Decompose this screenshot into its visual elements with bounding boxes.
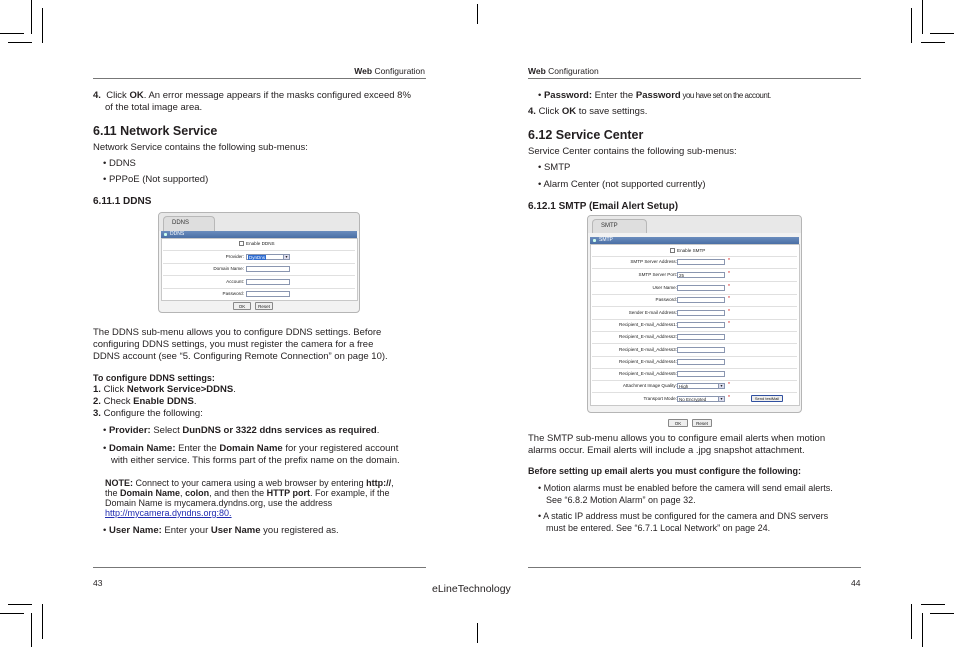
smtp-settings-panel <box>587 215 802 426</box>
enable-smtp-label: Enable SMTP <box>677 248 706 253</box>
row-separator <box>592 331 797 332</box>
step-number: 4. <box>93 90 101 101</box>
row-separator <box>592 268 797 269</box>
step-bold: Network Service>DDNS <box>126 384 234 395</box>
row-separator <box>592 256 797 257</box>
crop-mark <box>8 42 32 43</box>
smtp-user-name-input[interactable] <box>677 285 725 291</box>
enable-ddns-checkbox[interactable] <box>239 241 244 246</box>
requirement-item-line2: See “6.8.2 Motion Alarm” on page 32. <box>546 495 696 505</box>
row-separator <box>163 263 355 264</box>
step-text: Click <box>106 90 130 101</box>
requirement-item <box>538 510 828 522</box>
submenu-item-smtp <box>538 162 570 174</box>
domain-name-label: Domain Name: <box>213 266 244 271</box>
crop-mark <box>922 0 923 34</box>
right-footer-rule <box>528 567 861 568</box>
note-bold: HTTP port <box>266 488 310 498</box>
crop-mark <box>8 604 32 605</box>
item-text: you registered as. <box>260 525 339 536</box>
recipient-1-input[interactable] <box>677 322 725 328</box>
tab-label: SMTP <box>601 223 618 229</box>
recipient-2-label: Recipient_E-mail_Address2: <box>619 334 677 339</box>
item-bold: Domain Name <box>219 443 283 454</box>
select-value: High <box>679 384 689 389</box>
step-text: . An error message appears if the masks configured exceed 8% <box>143 90 411 101</box>
recipient-5-input[interactable] <box>677 371 725 377</box>
crop-mark <box>922 613 923 647</box>
requirement-item-line2: must be entered. See “6.7.1 Local Network” on page 24. <box>546 523 771 533</box>
ok-button[interactable]: OK <box>668 419 688 427</box>
submenu-label: Alarm Center (not supported currently) <box>543 179 706 190</box>
to-configure-heading: To configure DDNS settings: <box>93 373 215 383</box>
bar-label: SMTP <box>599 237 613 243</box>
ddns-desc-line: configuring DDNS settings, you must register the camera for a free <box>93 339 374 350</box>
item-text: . <box>376 425 380 436</box>
ddns-settings-panel <box>158 212 360 313</box>
password-label: Password: <box>222 291 244 296</box>
required-marker: * <box>728 321 730 327</box>
item-text: you have set on the account. <box>680 91 771 100</box>
crop-mark <box>0 613 24 614</box>
bullet: • <box>538 162 542 173</box>
item-text: Select <box>150 425 183 436</box>
bullet: • <box>538 90 542 101</box>
bar-icon <box>164 233 167 236</box>
right-header-rule <box>528 78 861 79</box>
config-step-1 <box>93 384 236 396</box>
smtp-desc-line: The SMTP sub-menu allows you to configure email alerts when motion <box>528 433 826 444</box>
note-bold: http:// <box>366 478 392 488</box>
tab-ddns[interactable] <box>163 216 215 231</box>
requirement-text: Motion alarms must be enabled before the camera will send email alerts. <box>543 483 833 493</box>
recipient-3-input[interactable] <box>677 347 725 353</box>
smtp-server-port-input[interactable]: 25 <box>677 272 725 278</box>
crop-mark <box>911 8 912 43</box>
crop-mark <box>477 623 478 643</box>
note-text: , <box>180 488 186 498</box>
note-bold: Domain Name <box>120 488 181 498</box>
note-text: , <box>391 478 394 488</box>
bullet: • <box>103 174 107 185</box>
recipient-2-input[interactable] <box>677 334 725 340</box>
password-item <box>538 90 771 102</box>
provider-value: DynDns <box>249 255 266 260</box>
note-line-3: Domain Name is mycamera.dyndns.org, use the address <box>105 498 333 508</box>
submenu-label: PPPoE (Not supported) <box>108 174 209 185</box>
smtp-desc-line: alarms occur. Email alerts will include a .jpg snapshot attachment. <box>528 445 805 456</box>
note-line-2 <box>105 488 390 499</box>
right-page-number: 44 <box>851 578 861 588</box>
item-bold: Password <box>635 90 681 101</box>
item-label: Domain Name: <box>108 443 176 454</box>
smtp-user-name-label: User Name: <box>652 285 677 290</box>
provider-label: Provider: <box>225 254 244 259</box>
step-text: Configure the following: <box>103 408 203 419</box>
ddns-desc-line: DDNS account (see “5. Configuring Remote Connection” on page 10). <box>93 351 388 362</box>
section-title-network-service: 6.11 Network Service <box>93 124 218 138</box>
step-number: 1. <box>93 384 101 395</box>
crop-mark <box>31 0 32 34</box>
left-step4-line2: of the total image area. <box>105 102 203 113</box>
left-header-rule <box>93 78 426 79</box>
row-separator <box>592 319 797 320</box>
reset-button[interactable]: Reset <box>255 302 273 310</box>
example-url-link[interactable]: http://mycamera.dyndns.org:80. <box>105 508 232 518</box>
step-text: . <box>193 396 197 407</box>
step-text: to save settings. <box>576 106 648 117</box>
crop-mark <box>0 33 24 34</box>
section-title-service-center: 6.12 Service Center <box>528 128 644 142</box>
transport-mode-label: Transport Mode: <box>643 396 677 401</box>
chevron-down-icon: ▼ <box>719 397 724 401</box>
password-input[interactable] <box>246 291 290 297</box>
crop-mark <box>477 4 478 24</box>
config-step-3 <box>93 408 203 420</box>
submenu-item-pppoe <box>103 174 208 186</box>
footer-brand: eLineTechnology <box>432 583 511 595</box>
recipient-4-input[interactable] <box>677 359 725 365</box>
attachment-quality-label: Attachment Image Quality: <box>622 383 677 388</box>
smtp-server-port-label: SMTP Server Port: <box>638 272 677 277</box>
item-text: Enter the <box>175 443 220 454</box>
bullet: • <box>103 525 107 536</box>
row-separator <box>592 356 797 357</box>
item-bold: DunDNS or 3322 ddns services as required <box>182 425 377 436</box>
note-line-1 <box>105 478 394 489</box>
bullet: • <box>103 443 107 454</box>
sender-email-input[interactable] <box>677 310 725 316</box>
left-footer-rule <box>93 567 426 568</box>
left-running-header <box>354 65 425 77</box>
smtp-server-address-input[interactable] <box>677 259 725 265</box>
crop-mark <box>31 613 32 647</box>
recipient-5-label: Recipient_E-mail_Address5: <box>619 371 677 376</box>
provider-item <box>103 425 379 437</box>
recipient-3-label: Recipient_E-mail_Address3: <box>619 347 677 352</box>
required-marker: * <box>728 271 730 277</box>
service-center-intro: Service Center contains the following sub-menus: <box>528 146 737 157</box>
left-page-number: 43 <box>93 578 103 588</box>
row-separator <box>163 250 355 251</box>
note-text: Connect to your camera using a web browser by entering <box>133 478 367 488</box>
item-label: Password: <box>543 90 593 101</box>
select-value: No Encrypted <box>679 397 707 402</box>
ok-button[interactable]: OK <box>233 302 251 310</box>
sender-email-label: Sender E-mail Address: <box>628 310 677 315</box>
tab-smtp[interactable] <box>592 219 647 233</box>
recipient-1-label: Recipient_E-mail_Address1: <box>619 322 677 327</box>
header-web: Web <box>528 66 546 76</box>
account-label: Account: <box>226 279 244 284</box>
required-marker: * <box>728 382 730 388</box>
submenu-item-alarm-center <box>538 179 706 191</box>
requirement-item <box>538 482 833 494</box>
crop-mark <box>42 604 43 639</box>
crop-mark <box>930 613 954 614</box>
row-separator <box>592 306 797 307</box>
smtp-server-address-label: SMTP Server Address: <box>630 259 677 264</box>
bullet: • <box>538 483 542 493</box>
user-name-item <box>103 525 339 537</box>
required-marker: * <box>728 395 730 401</box>
step-bold: OK <box>561 106 577 117</box>
step-bold: Enable DDNS <box>133 396 194 407</box>
transport-mode-select[interactable] <box>677 396 725 402</box>
header-web: Web <box>354 66 373 76</box>
required-marker: * <box>728 296 730 302</box>
requirement-text: A static IP address must be configured for the camera and DNS servers <box>543 511 829 521</box>
row-separator <box>592 281 797 282</box>
step-text: Click <box>103 384 127 395</box>
network-service-intro: Network Service contains the following sub-menus: <box>93 142 308 153</box>
recipient-4-label: Recipient_E-mail_Address4: <box>619 359 677 364</box>
enable-ddns-label: Enable DDNS <box>246 241 275 246</box>
note-text: . For example, if the <box>309 488 390 498</box>
step-text: Click <box>538 106 562 117</box>
note-bold: colon <box>185 488 210 498</box>
crop-mark <box>930 33 954 34</box>
row-separator <box>592 380 797 381</box>
note-label: NOTE: <box>105 478 133 488</box>
row-separator <box>592 368 797 369</box>
header-config: Configuration <box>545 66 599 76</box>
step-bold: OK <box>129 90 144 101</box>
step-text: Check <box>103 396 134 407</box>
row-separator <box>592 343 797 344</box>
crop-mark <box>911 604 912 639</box>
note-text: the <box>105 488 121 498</box>
note-text: , and then the <box>209 488 267 498</box>
row-separator <box>592 392 797 393</box>
submenu-label: SMTP <box>543 162 571 173</box>
config-step-2 <box>93 396 197 408</box>
right-running-header <box>528 65 599 77</box>
header-config: Configuration <box>372 66 425 76</box>
bar-icon <box>593 239 596 242</box>
item-text: Enter your <box>161 525 211 536</box>
bullet: • <box>103 425 107 436</box>
ddns-desc-line: The DDNS sub-menu allows you to configure DDNS settings. Before <box>93 327 382 338</box>
domain-name-input[interactable] <box>246 266 290 272</box>
subsection-title-ddns: 6.11.1 DDNS <box>93 196 152 207</box>
smtp-password-input[interactable] <box>677 297 725 303</box>
bar-label: DDNS <box>170 231 185 237</box>
required-marker: * <box>728 284 730 290</box>
left-step4 <box>93 90 411 102</box>
step-number: 4. <box>528 106 536 117</box>
tab-label: DDNS <box>172 220 190 226</box>
chevron-down-icon: ▼ <box>719 384 724 388</box>
send-test-mail-button[interactable]: Send testMail <box>751 395 783 402</box>
subsection-title-smtp: 6.12.1 SMTP (Email Alert Setup) <box>528 201 679 212</box>
crop-mark <box>921 42 945 43</box>
crop-mark <box>42 8 43 43</box>
step-text: . <box>233 384 236 395</box>
bullet: • <box>538 179 542 190</box>
smtp-password-label: Password: <box>655 297 677 302</box>
right-step4 <box>528 106 647 118</box>
account-input[interactable] <box>246 279 290 285</box>
required-marker: * <box>728 309 730 315</box>
submenu-item-ddns <box>103 158 136 170</box>
item-label: User Name: <box>108 525 162 536</box>
attachment-quality-select[interactable] <box>677 383 725 389</box>
row-separator <box>592 294 797 295</box>
domain-name-item-line2: with either service. This forms part of the prefix name on the domain. <box>111 455 400 466</box>
provider-select[interactable] <box>246 254 290 260</box>
reset-button[interactable]: Reset <box>692 419 712 427</box>
step-number: 3. <box>93 408 101 419</box>
bullet: • <box>538 511 542 521</box>
item-bold: User Name <box>210 525 261 536</box>
row-separator <box>163 288 355 289</box>
crop-mark <box>921 604 945 605</box>
item-text: Enter the <box>592 90 636 101</box>
before-setup-heading: Before setting up email alerts you must configure the following: <box>528 466 802 476</box>
bullet: • <box>103 158 107 169</box>
row-separator <box>163 275 355 276</box>
chevron-down-icon: ▼ <box>284 255 289 259</box>
item-label: Provider: <box>108 425 151 436</box>
enable-smtp-checkbox[interactable] <box>670 248 675 253</box>
step-number: 2. <box>93 396 101 407</box>
smtp-section-bar <box>590 237 799 244</box>
domain-name-item <box>103 443 398 455</box>
required-marker: * <box>728 258 730 264</box>
item-text: for your registered account <box>282 443 399 454</box>
ddns-section-bar <box>161 231 357 238</box>
submenu-label: DDNS <box>108 158 136 169</box>
